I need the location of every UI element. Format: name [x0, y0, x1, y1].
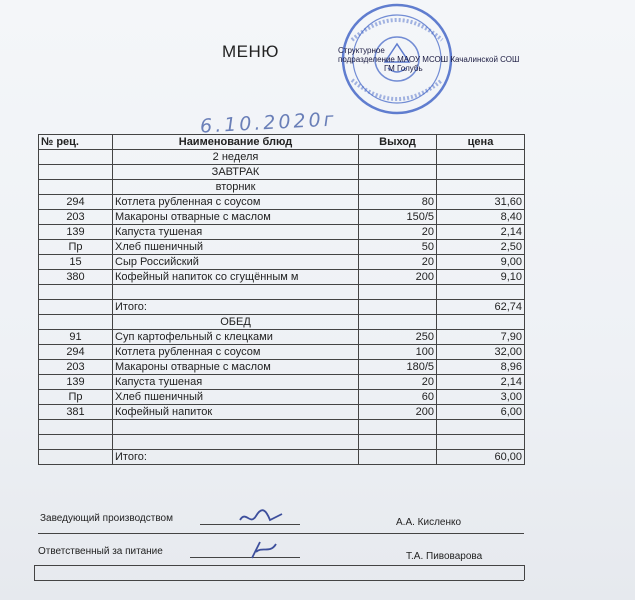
table-row: [39, 330, 525, 345]
responsible-name: Т.А. Пивоварова: [406, 551, 483, 562]
table-row: [39, 375, 525, 390]
recipe-code: Пр: [39, 390, 113, 405]
portion: 20: [359, 225, 437, 240]
manager-signature-icon: [236, 506, 286, 528]
portion: 150/5: [359, 210, 437, 225]
recipe-code: 139: [39, 375, 113, 390]
divider: [34, 580, 524, 581]
responsible-label: Ответственный за питание: [38, 546, 163, 557]
portion: 100: [359, 345, 437, 360]
price: 9,00: [437, 255, 525, 270]
portion: 250: [359, 330, 437, 345]
table-row: [39, 195, 525, 210]
dish-name: Капуста тушеная: [113, 375, 359, 390]
recipe-code: 381: [39, 405, 113, 420]
dish-name: Кофейный напиток: [113, 405, 359, 420]
price: 2,50: [437, 240, 525, 255]
portion: 200: [359, 405, 437, 420]
total-label: Итого:: [113, 450, 359, 465]
dish-name: Суп картофельный с клецками: [113, 330, 359, 345]
header-row: [39, 135, 525, 150]
menu-table: [38, 134, 525, 465]
dish-name: Макароны отварные с маслом: [113, 210, 359, 225]
price: 3,00: [437, 390, 525, 405]
table-row: [39, 405, 525, 420]
table-row: [39, 270, 525, 285]
recipe-code: 15: [39, 255, 113, 270]
divider: [524, 565, 525, 580]
table-row: [39, 390, 525, 405]
recipe-code: 203: [39, 360, 113, 375]
stamp-line-2: подразделение МАОУ МСОШ Качалинской СОШ: [338, 55, 520, 64]
responsible-signature-icon: [244, 538, 284, 564]
recipe-code: 203: [39, 210, 113, 225]
stamp-caption: [338, 46, 519, 73]
col-price: цена: [437, 135, 525, 150]
col-portion: Выход: [359, 135, 437, 150]
divider: [38, 533, 524, 534]
col-recipe-no: № рец.: [39, 135, 113, 150]
table-row: [39, 360, 525, 375]
table-row: [39, 255, 525, 270]
price: 6,00: [437, 405, 525, 420]
breakfast-total-row: [39, 300, 525, 315]
dish-name: Кофейный напиток со сгущённым м: [113, 270, 359, 285]
portion: 200: [359, 270, 437, 285]
recipe-code: 380: [39, 270, 113, 285]
price: 8,40: [437, 210, 525, 225]
breakfast-total: 62,74: [437, 300, 525, 315]
day-label: вторник: [113, 180, 359, 195]
manager-label: Заведующий производством: [40, 513, 173, 524]
lunch-heading: ОБЕД: [113, 315, 359, 330]
price: 2,14: [437, 225, 525, 240]
price: 2,14: [437, 375, 525, 390]
portion: 20: [359, 375, 437, 390]
price: 7,90: [437, 330, 525, 345]
recipe-code: Пр: [39, 240, 113, 255]
manager-name: А.А. Кисленко: [396, 517, 462, 528]
table-row: [39, 345, 525, 360]
dish-name: Капуста тушеная: [113, 225, 359, 240]
portion: 20: [359, 255, 437, 270]
divider: [34, 565, 35, 580]
table-row: [39, 240, 525, 255]
stamp-line-1: Структурное: [338, 46, 385, 55]
dish-name: Котлета рубленная с соусом: [113, 345, 359, 360]
week-label: 2 неделя: [113, 150, 359, 165]
portion: 50: [359, 240, 437, 255]
lunch-total: 60,00: [437, 450, 525, 465]
portion: 80: [359, 195, 437, 210]
dish-name: Хлеб пшеничный: [113, 390, 359, 405]
portion: 60: [359, 390, 437, 405]
lunch-total-row: [39, 450, 525, 465]
dish-name: Макароны отварные с маслом: [113, 360, 359, 375]
price: 32,00: [437, 345, 525, 360]
table-row: [39, 210, 525, 225]
breakfast-heading: ЗАВТРАК: [113, 165, 359, 180]
page-title: МЕНЮ: [222, 42, 279, 61]
col-dish-name: Наименование блюд: [113, 135, 359, 150]
stamp-line-3: ГМ Голубь: [384, 64, 423, 73]
dish-name: Сыр Российский: [113, 255, 359, 270]
table-row: [39, 225, 525, 240]
price: 9,10: [437, 270, 525, 285]
dish-name: Котлета рубленная с соусом: [113, 195, 359, 210]
dish-name: Хлеб пшеничный: [113, 240, 359, 255]
recipe-code: 294: [39, 195, 113, 210]
price: 31,60: [437, 195, 525, 210]
divider: [34, 565, 524, 566]
portion: 180/5: [359, 360, 437, 375]
recipe-code: 139: [39, 225, 113, 240]
recipe-code: 294: [39, 345, 113, 360]
total-label: Итого:: [113, 300, 359, 315]
recipe-code: 91: [39, 330, 113, 345]
handwritten-date: 6.10.2020г: [199, 108, 338, 138]
price: 8,96: [437, 360, 525, 375]
